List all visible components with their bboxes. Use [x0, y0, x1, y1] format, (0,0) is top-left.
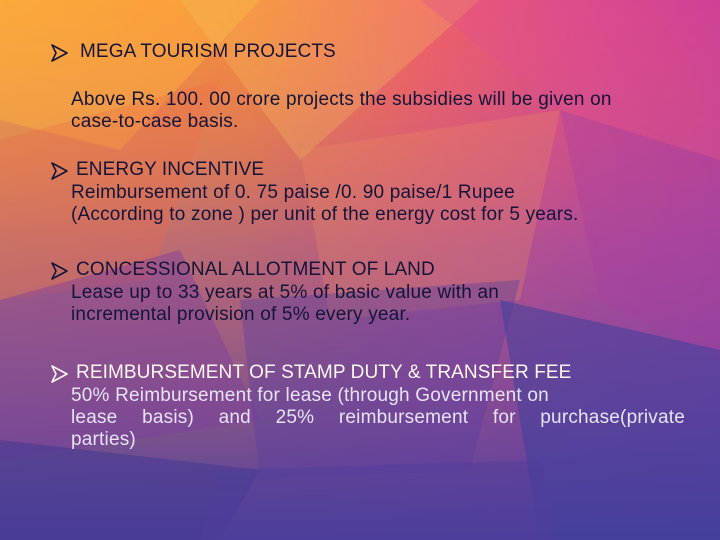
section-concessional-land [50, 259, 700, 326]
section-stamp-duty [50, 362, 700, 451]
body-line: Reimbursement of 0. 75 paise /0. 90 paise/1 Rupee [71, 182, 515, 203]
section-energy-incentive [50, 159, 700, 226]
body-line: parties) [71, 429, 136, 450]
body-line: Lease up to 33 years at 5% of basic value with an [71, 282, 500, 303]
body-line: (According to zone ) per unit of the energy cost for 5 years. [71, 204, 579, 225]
section-heading: MEGA TOURISM PROJECTS [80, 41, 336, 62]
body-line: incremental provision of 5% every year. [71, 304, 411, 325]
arrow-bullet-icon [50, 363, 70, 385]
section-body [71, 385, 685, 451]
section-mega-tourism [50, 41, 700, 133]
section-heading: ENERGY INCENTIVE [76, 159, 265, 180]
section-body [71, 182, 700, 226]
section-body [71, 282, 700, 326]
section-heading: REIMBURSEMENT OF STAMP DUTY & TRANSFER FEE [76, 362, 572, 383]
body-line: Above Rs. 100. 00 crore projects the subsidies will be given on [71, 89, 612, 110]
arrow-bullet-icon [50, 260, 70, 282]
section-body [71, 89, 700, 133]
body-line: lease basis) and 25% reimbursement for purchase(private [71, 407, 685, 428]
body-line: case-to-case basis. [71, 111, 239, 132]
body-line: 50% Reimbursement for lease (through Government on [71, 385, 549, 406]
section-heading: CONCESSIONAL ALLOTMENT OF LAND [76, 259, 435, 280]
arrow-bullet-icon [50, 42, 70, 64]
arrow-bullet-icon [50, 160, 70, 182]
